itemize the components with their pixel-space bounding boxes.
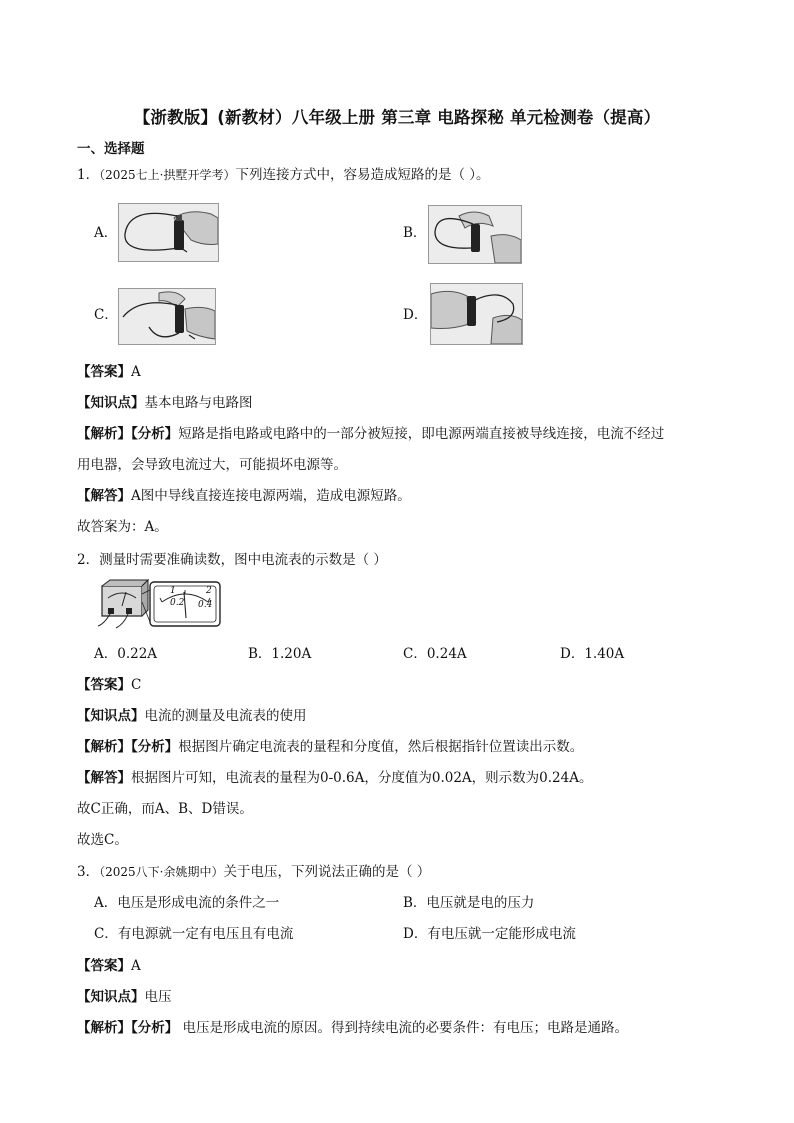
knowledge-point-line — [77, 706, 307, 726]
option-b — [248, 644, 311, 664]
option-a-label: A． — [94, 225, 118, 241]
knowledge-point-text: 基本电路与电路图 — [144, 395, 253, 411]
option-label: D． — [560, 646, 585, 662]
answer-value: A — [131, 958, 141, 974]
option-label: B． — [248, 646, 272, 662]
analysis-line — [77, 1018, 628, 1038]
solution-tag: 【解答】 — [77, 770, 131, 786]
question-1-stem — [77, 165, 490, 185]
solution-line — [77, 486, 411, 506]
knowledge-point-line — [77, 393, 253, 413]
option-a — [94, 644, 157, 664]
option-label: A． — [94, 646, 118, 662]
answer-value: C — [131, 677, 142, 693]
knowledge-point-tag: 【知识点】 — [77, 395, 145, 411]
option-d — [403, 924, 576, 944]
question-2-stem — [77, 550, 387, 570]
page-title: 【浙教版】(新教材）八年级上册 第三章 电路探秘 单元检测卷（提高） — [133, 108, 661, 127]
analysis-tag: 【解析】【分析】 — [77, 1020, 179, 1036]
analysis-line-continued: 用电器，会导致电流过大，可能损坏电源等。 — [77, 457, 347, 473]
question-source: （2025八下·余姚期中） — [99, 865, 224, 879]
knowledge-point-text: 电流的测量及电流表的使用 — [144, 708, 307, 724]
meter-tick-label: 0.2 — [170, 598, 185, 608]
analysis-tag: 【解析】【分析】 — [77, 426, 179, 442]
question-text: 下列连接方式中，容易造成短路的是（ ）。 — [235, 167, 490, 183]
option-b-image — [428, 205, 522, 264]
option-text: 1.40A — [584, 646, 625, 662]
option-b — [403, 893, 534, 913]
option-c — [403, 644, 467, 664]
ammeter-image — [96, 578, 224, 630]
option-text: 1.20A — [271, 646, 312, 662]
option-label: C． — [94, 926, 118, 942]
option-d-image — [430, 283, 523, 345]
analysis-text: 根据图片确定电流表的量程和分度值，然后根据指针位置读出示数。 — [178, 739, 584, 755]
final-answer-line: 故选C。 — [77, 832, 128, 848]
option-label: B． — [403, 895, 427, 911]
option-c — [94, 924, 293, 944]
solution-tag: 【解答】 — [77, 488, 131, 504]
question-text: 关于电压，下列说法正确的是（ ） — [223, 864, 431, 880]
solution-text: 根据图片可知，电流表的量程为0-0.6A，分度值为0.02A，则示数为0.24A。 — [131, 770, 593, 786]
option-label: D． — [403, 926, 428, 942]
analysis-text: 短路是指电路或电路中的一部分被短接，即电源两端直接被导线连接，电流不经过 — [178, 426, 665, 442]
answer-tag: 【答案】 — [77, 677, 131, 693]
analysis-text: 电压是形成电流的原因。得到持续电流的必要条件：有电压；电路是通路。 — [178, 1020, 629, 1036]
answer-tag: 【答案】 — [77, 364, 131, 380]
option-text: 0.24A — [426, 646, 467, 662]
option-d-label: D． — [403, 307, 428, 323]
option-c-image — [118, 288, 216, 345]
question-text: 测量时需要准确读数，图中电流表的示数是（ ） — [99, 552, 387, 568]
option-text: 0.22A — [117, 646, 158, 662]
question-3-stem — [77, 862, 430, 882]
answer-line — [77, 675, 141, 695]
question-number: 3． — [77, 864, 100, 880]
meter-tick-label: 0.4 — [198, 600, 213, 610]
knowledge-point-line — [77, 987, 172, 1007]
question-source: （2025七上·拱墅开学考） — [99, 168, 236, 182]
answer-tag: 【答案】 — [77, 958, 131, 974]
option-d — [560, 644, 624, 664]
final-answer-line: 故答案为：A。 — [77, 519, 168, 535]
option-label: A． — [94, 895, 118, 911]
option-text: 电压是形成电流的条件之一 — [117, 895, 280, 911]
analysis-line — [77, 424, 664, 444]
option-text: 有电源就一定有电压且有电流 — [117, 926, 294, 942]
option-c-label: C． — [94, 307, 118, 323]
meter-tick-label: 1 — [170, 586, 176, 596]
knowledge-point-tag: 【知识点】 — [77, 708, 145, 724]
question-number: 2． — [77, 552, 100, 568]
solution-line-continued: 故C正确，而A、B、D错误。 — [77, 801, 253, 817]
section-heading: 一、选择题 — [77, 141, 145, 157]
answer-value: A — [131, 364, 141, 380]
option-a — [94, 893, 279, 913]
knowledge-point-text: 电压 — [144, 989, 172, 1005]
meter-tick-label: 2 — [206, 586, 212, 596]
analysis-tag: 【解析】【分析】 — [77, 739, 179, 755]
solution-line — [77, 768, 592, 788]
option-label: C． — [403, 646, 427, 662]
analysis-line — [77, 737, 583, 757]
option-text: 电压就是电的压力 — [426, 895, 535, 911]
option-b-label: B． — [403, 225, 427, 241]
option-a-image — [118, 203, 219, 262]
answer-line — [77, 956, 141, 976]
knowledge-point-tag: 【知识点】 — [77, 989, 145, 1005]
question-number: 1． — [77, 167, 100, 183]
option-text: 有电压就一定能形成电流 — [427, 926, 576, 942]
solution-text: A图中导线直接连接电源两端，造成电源短路。 — [131, 488, 411, 504]
answer-line — [77, 362, 141, 382]
